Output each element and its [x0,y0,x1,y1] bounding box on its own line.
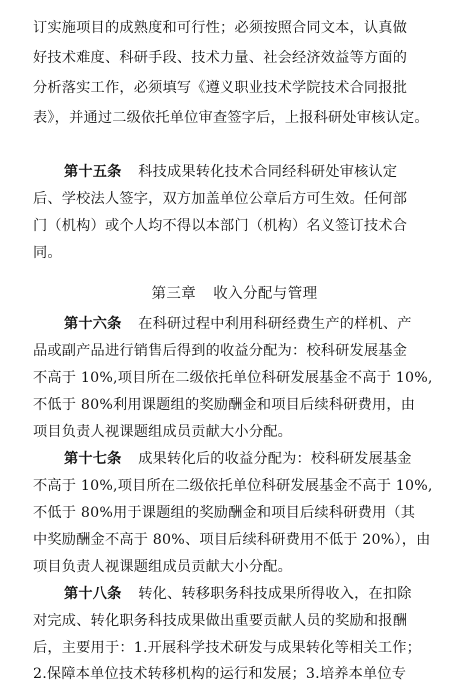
paragraph-line: 门（机构）或个人均不得以本部门（机构）名义签订技术合 [33,218,408,234]
paragraph-line: 2.保障本单位技术转移机构的运行和发展；3.培养本单位专 [33,666,407,682]
paragraph-line: 项目负责人视课题组成员贡献大小分配。 [33,559,292,575]
paragraph-line: 后，主要用于：1.开展科学技术研发与成果转化等相关工作； [33,640,422,656]
paragraph-line: 表》，并通过二级依托单位审查签字后，上报科研处审核认定。 [33,110,429,126]
article-16-first-line [64,314,412,334]
chapter-number: 第三章 [151,286,197,302]
paragraph-line: 不高于 10%,项目所在二级依托单位科研发展基金不高于 10%, [33,370,433,386]
article-17-first-line [64,449,412,469]
chapter-heading [0,284,469,304]
paragraph-line: 不低于 80%利用课题组的奖励酬金和项目后续科研费用，由 [33,397,416,413]
article-15-text: 科技成果转化技术合同经科研处审核认定 [138,164,398,180]
paragraph-line: 分析落实工作，必须填写《遵义职业技术学院技术合同报批 [33,80,408,96]
article-15-first-line [64,162,397,182]
article-16-text: 在科研过程中利用科研经费生产的样机、产 [138,316,412,332]
article-16-title: 第十六条 [64,316,122,332]
paragraph-line: 好技术难度、科研手段、技术力量、社会经济效益等方面的 [33,50,408,66]
chapter-title: 收入分配与管理 [213,286,318,302]
article-18-title: 第十八条 [64,586,122,602]
article-17-title: 第十七条 [64,451,122,467]
paragraph-line: 订实施项目的成熟度和可行性；必须按照合同文本，认真做 [33,20,408,36]
paragraph-line: 中奖励酬金不高于 80%、项目后续科研费用不低于 20%），由 [33,532,431,548]
paragraph-line: 对完成、转化职务科技成果做出重要贡献人员的奖励和报酬 [33,613,408,629]
paragraph-line: 同。 [33,245,62,261]
article-17-text: 成果转化后的收益分配为：校科研发展基金 [138,451,412,467]
paragraph-line: 不低于 80%用于课题组的奖励酬金和项目后续科研费用（其 [33,505,416,521]
paragraph-line: 品或副产品进行销售后得到的收益分配为：校科研发展基金 [33,343,408,359]
paragraph-line: 不高于 10%,项目所在二级依托单位科研发展基金不高于 10%, [33,478,433,494]
article-18-first-line [64,584,412,604]
paragraph-line: 项目负责人视课题组成员贡献大小分配。 [33,424,292,440]
article-15-title: 第十五条 [64,164,122,180]
paragraph-line: 后、学校法人签字，双方加盖单位公章后方可生效。任何部 [33,191,408,207]
article-18-text: 转化、转移职务科技成果所得收入，在扣除 [138,586,412,602]
